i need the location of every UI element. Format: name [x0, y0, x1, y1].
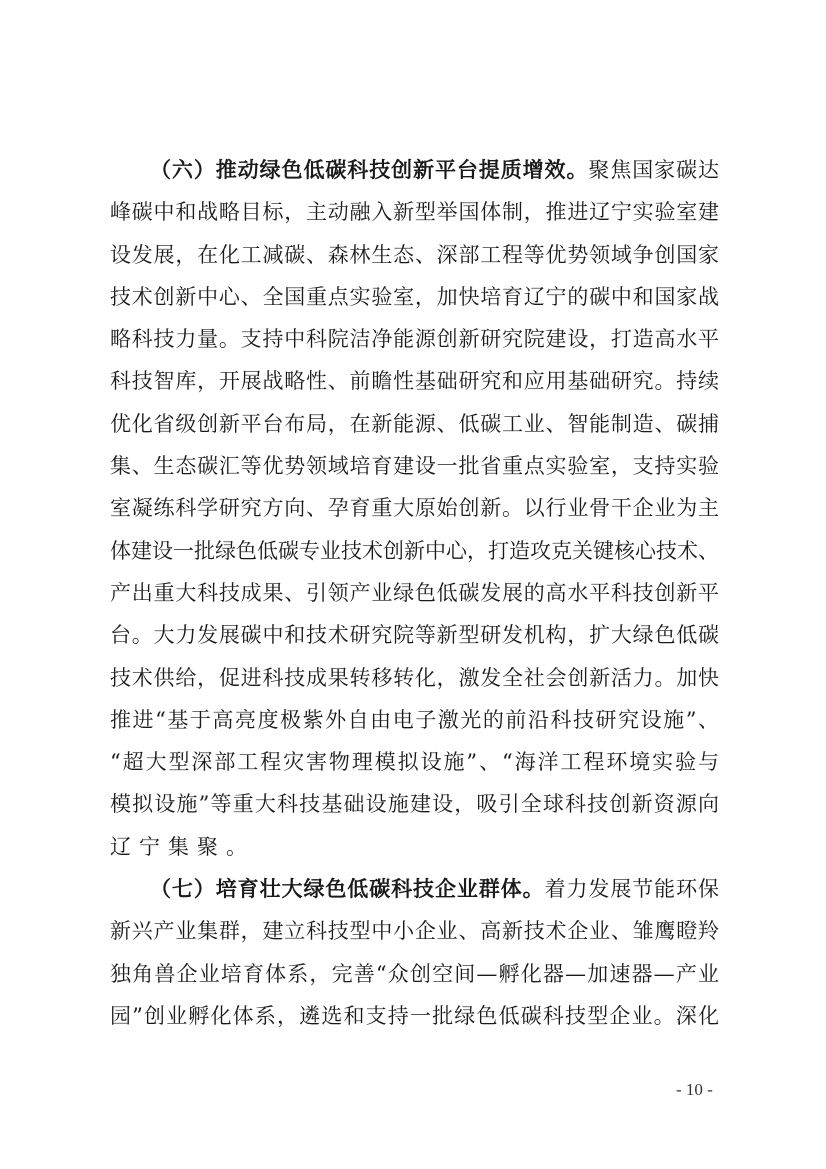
paragraph-first-line	[110, 149, 719, 191]
paragraph-line	[110, 910, 719, 952]
paragraph-line	[110, 614, 719, 656]
line-text: 略科技力量。支持中科院洁净能源创新研究院建设，打造高水平	[110, 327, 719, 352]
section-heading: （六）推动绿色低碳科技创新平台提质增效。	[150, 157, 589, 182]
line-text: 聚焦国家碳达	[588, 158, 720, 182]
line-text: 园”创业孵化体系，遴选和支持一批绿色低碳科技型企业。深化	[110, 1003, 719, 1028]
paragraph-line	[110, 572, 719, 614]
paragraph-line	[110, 276, 719, 318]
line-text: 室凝练科学研究方向、孕育重大原始创新。以行业骨干企业为主	[110, 496, 719, 521]
paragraph-line	[110, 657, 719, 699]
line-text: 产出重大科技成果、引领产业绿色低碳发展的高水平科技创新平	[110, 580, 719, 605]
paragraph-line	[110, 953, 719, 995]
line-text: 集、生态碳汇等优势领域培育建设一批省重点实验室，支持实验	[110, 454, 719, 479]
paragraph-line	[110, 783, 719, 825]
paragraph-line	[110, 530, 719, 572]
section-heading: （七）培育壮大绿色低碳科技企业群体。	[150, 876, 545, 902]
paragraph-line	[110, 234, 719, 276]
paragraph-line	[110, 445, 719, 487]
paragraph-line	[110, 699, 719, 741]
line-text: 科技智库，开展战略性、前瞻性基础研究和应用基础研究。持续	[110, 369, 719, 394]
paragraph-line	[110, 403, 719, 445]
paragraph-line	[110, 826, 719, 868]
paragraph-line	[110, 318, 719, 360]
page-number: - 10 -	[676, 1080, 713, 1099]
line-text: 设发展，在化工减碳、森林生态、深部工程等优势领域争创国家	[110, 242, 719, 267]
paragraph-line	[110, 360, 719, 402]
line-text: 峰碳中和战略目标，主动融入新型举国体制，推进辽宁实验室建	[110, 200, 719, 225]
line-text: 独角兽企业培育体系，完善“众创空间—孵化器—加速器—产业	[110, 961, 719, 986]
paragraph-line	[110, 487, 719, 529]
line-text: 优化省级创新平台布局，在新能源、低碳工业、智能制造、碳捕	[110, 411, 719, 436]
line-text: 新兴产业集群，建立科技型中小企业、高新技术企业、雏鹰瞪羚	[110, 919, 719, 944]
line-text: 推进“基于高亮度极紫外自由电子激光的前沿科技研究设施”、	[110, 707, 719, 732]
document-body	[110, 149, 719, 1037]
paragraph-line	[110, 191, 719, 233]
line-text: 着力发展节能环保	[544, 877, 720, 902]
line-text: 技术创新中心、全国重点实验室，加快培育辽宁的碳中和国家战	[110, 284, 719, 309]
line-text: 体建设一批绿色低碳专业技术创新中心，打造攻克关键核心技术、	[110, 538, 719, 563]
paragraph-line	[110, 741, 719, 783]
paragraph-line	[110, 995, 719, 1037]
line-text: 辽宁集聚。	[110, 834, 255, 859]
line-text: 技术供给，促进科技成果转移转化，激发全社会创新活力。加快	[110, 665, 719, 690]
line-text: “超大型深部工程灾害物理模拟设施”、“海洋工程环境实验与	[110, 750, 719, 775]
paragraph-first-line	[110, 868, 719, 910]
line-text: 台。大力发展碳中和技术研究院等新型研发机构，扩大绿色低碳	[110, 623, 719, 648]
line-text: 模拟设施”等重大科技基础设施建设，吸引全球科技创新资源向	[110, 792, 719, 817]
